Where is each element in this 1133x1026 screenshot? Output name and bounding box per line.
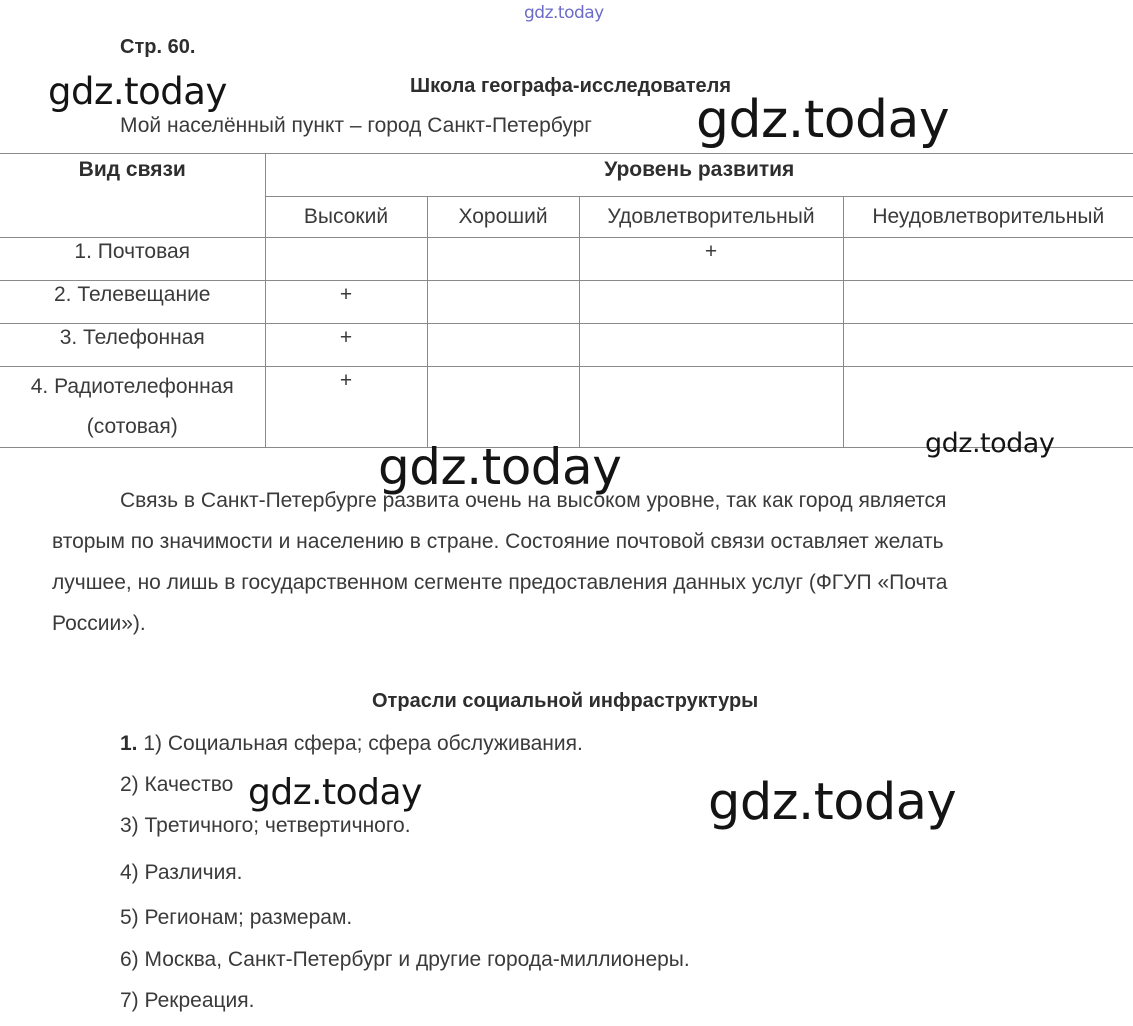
answer-1 <box>120 732 583 756</box>
answer-4: 4) Различия. <box>120 861 243 884</box>
watermark: gdz.today <box>696 90 950 150</box>
header-development-level: Уровень развития <box>265 154 1133 197</box>
watermark: gdz.today <box>48 70 227 113</box>
header-level-high: Высокий <box>265 197 427 238</box>
row-type-mobile <box>0 367 265 448</box>
mark-cell <box>843 324 1133 367</box>
mark-cell: + <box>265 281 427 324</box>
mark-cell <box>265 238 427 281</box>
paragraph-line: России»). <box>52 612 146 635</box>
table-row <box>0 238 1133 281</box>
answer-5: 5) Регионам; размерам. <box>120 906 353 929</box>
paragraph-line: Связь в Санкт-Петербурге развита очень на высоком уровне, так как город является <box>120 489 947 512</box>
mark-cell <box>579 367 843 448</box>
row-type-postal: 1. Почтовая <box>0 238 265 281</box>
row-type-tv: 2. Телевещание <box>0 281 265 324</box>
mark-cell <box>843 238 1133 281</box>
watermark: gdz.today <box>708 773 957 832</box>
answer-text: 1) Социальная сфера; сфера обслуживания. <box>143 732 583 755</box>
watermark: gdz.today <box>925 428 1055 459</box>
row-type-mobile-line2: (сотовая) <box>86 415 178 438</box>
answer-3: 3) Третичного; четвертичного. <box>120 814 411 837</box>
task-number: 1. <box>120 732 138 755</box>
answer-6: 6) Москва, Санкт-Петербург и другие города-миллионеры. <box>120 948 690 971</box>
mark-cell: + <box>265 367 427 448</box>
header-level-unsatisfactory: Неудовлетворительный <box>843 197 1133 238</box>
mark-cell <box>427 281 579 324</box>
mark-cell <box>427 367 579 448</box>
watermark: gdz.today <box>248 772 422 813</box>
mark-cell <box>579 281 843 324</box>
section-title-geographer: Школа географа-исследователя <box>410 75 732 97</box>
answer-2: 2) Качество <box>120 773 234 796</box>
header-level-satisfactory: Удовлетворительный <box>579 197 843 238</box>
row-type-telephone: 3. Телефонная <box>0 324 265 367</box>
answer-7: 7) Рекреация. <box>120 989 255 1012</box>
mark-cell: + <box>265 324 427 367</box>
page-reference: Стр. 60. <box>120 36 196 58</box>
watermark: gdz.today <box>378 438 622 496</box>
settlement-subtitle: Мой населённый пункт – город Санкт-Петербург <box>120 114 592 137</box>
mark-cell <box>427 238 579 281</box>
section-title-social-infrastructure: Отрасли социальной инфраструктуры <box>372 690 759 712</box>
header-communication-type: Вид связи <box>0 154 265 238</box>
explanation-paragraph <box>52 480 1072 644</box>
table-row <box>0 324 1133 367</box>
watermark-top: gdz.today <box>524 3 604 23</box>
table-header-row <box>0 154 1133 197</box>
row-type-mobile-line1: 4. Радиотелефонная <box>30 375 234 398</box>
header-level-good: Хороший <box>427 197 579 238</box>
mark-cell <box>427 324 579 367</box>
paragraph-line: вторым по значимости и населению в стране. Состояние почтовой связи оставляет желать <box>52 530 944 553</box>
communication-table <box>0 153 1133 448</box>
paragraph-line: лучшее, но лишь в государственном сегменте предоставления данных услуг (ФГУП «Почта <box>52 571 948 594</box>
table-row <box>0 281 1133 324</box>
mark-cell: + <box>579 238 843 281</box>
mark-cell <box>843 281 1133 324</box>
mark-cell <box>579 324 843 367</box>
